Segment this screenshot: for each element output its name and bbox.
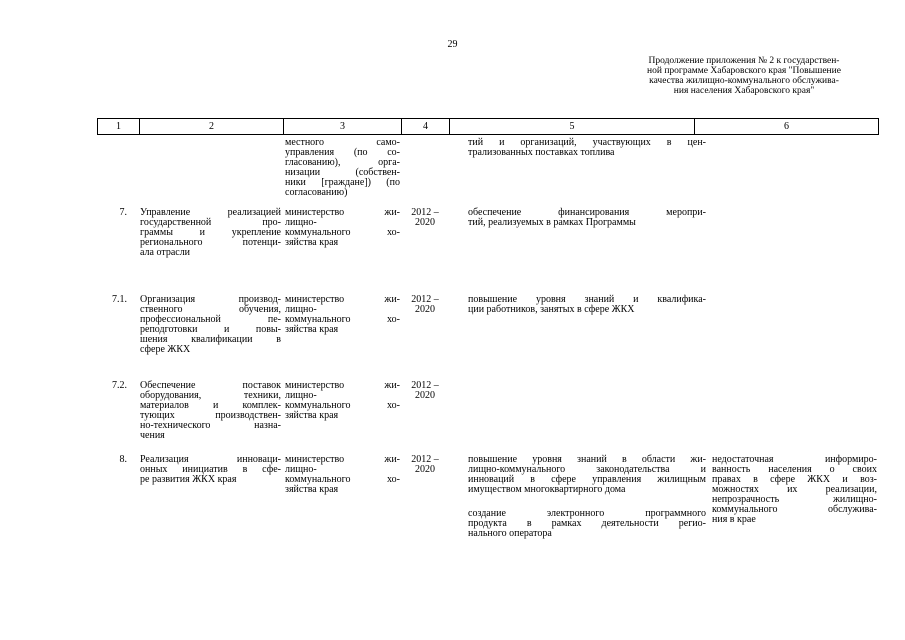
text-line: управления (по со-	[285, 147, 400, 158]
text-line: ванность населения о своих	[712, 464, 877, 475]
column-number-3: 3	[284, 119, 402, 135]
row-number: 7.	[119, 207, 127, 218]
text-line: лищно-	[285, 217, 317, 228]
text-line: министерство жи-	[285, 207, 400, 218]
text-line: тующих производствен-	[140, 410, 281, 421]
annex-note-line: ния населения Хабаровского края"	[673, 86, 815, 96]
text-line: трализованных поставках топлива	[468, 147, 615, 158]
text-line: 2020	[415, 304, 435, 315]
text-line: онных инициатив в сфе-	[140, 464, 281, 475]
carryover-executor	[285, 138, 400, 198]
text-line: обеспечение финансирования меропри-	[468, 207, 706, 218]
text-line: 2020	[415, 217, 435, 228]
text-line: имуществом многоквартирного дома	[468, 484, 626, 495]
text-line: зяйства края	[285, 484, 339, 495]
text-line: Управление реализацией	[140, 207, 281, 218]
text-line: инноваций в сфере управления жилищным	[468, 474, 706, 485]
text-line: Обеспечение поставок	[140, 380, 281, 391]
text-line: но-технического назна-	[140, 420, 281, 431]
text-line: лищно-	[285, 390, 317, 401]
text-line: шения квалификации в	[140, 334, 281, 345]
text-line: коммунального хо-	[285, 227, 400, 238]
column-number-5: 5	[450, 119, 695, 135]
executor	[285, 455, 400, 495]
row-number: 7.2.	[112, 380, 127, 391]
text-line: гласованию), орга-	[285, 157, 400, 168]
text-line: повышение уровня знаний и квалифика-	[468, 294, 706, 305]
measure-name	[140, 455, 281, 485]
text-line: зяйства края	[285, 237, 339, 248]
row-number: 7.1.	[112, 294, 127, 305]
period	[402, 295, 448, 315]
text-line: ники [граждане]) (по	[285, 177, 400, 188]
text-line: низации (собствен-	[285, 167, 400, 178]
text-line: коммунального хо-	[285, 314, 400, 325]
column-number-4: 4	[402, 119, 450, 135]
text-line: профессиональной пе-	[140, 314, 281, 325]
text-line: создание электронного программного	[468, 508, 706, 519]
executor	[285, 381, 400, 421]
period	[402, 381, 448, 401]
consequence	[712, 455, 877, 525]
executor	[285, 208, 400, 248]
text-line: ала отрасли	[140, 247, 191, 258]
text-line: реподготовки и повы-	[140, 324, 281, 335]
expected-result	[468, 295, 706, 315]
text-line: министерство жи-	[285, 454, 400, 465]
annex-note	[600, 55, 888, 95]
text-line: недостаточная информиро-	[712, 454, 877, 465]
expected-result	[468, 208, 706, 228]
column-number-1: 1	[98, 119, 140, 135]
text-line: лищно-	[285, 464, 317, 475]
text-line: ния в крае	[712, 514, 756, 525]
annex-note-line: качества жилищно-коммунального обслужива-	[649, 76, 839, 86]
text-line: непрозрачность жилищно-	[712, 494, 877, 505]
text-line: сфере ЖКХ	[140, 344, 191, 355]
text-line: министерство жи-	[285, 380, 400, 391]
text-line: 2020	[415, 390, 435, 401]
text-line: материалов и комплек-	[140, 400, 281, 411]
text-line: Организация производ-	[140, 294, 281, 305]
text-line: ре развития ЖКХ края	[140, 474, 237, 485]
carryover-result	[468, 138, 706, 158]
measure-name	[140, 295, 281, 355]
executor	[285, 295, 400, 335]
column-number-2: 2	[140, 119, 284, 135]
period	[402, 208, 448, 228]
text-line: местного само-	[285, 137, 400, 148]
annex-note-line: Продолжение приложения № 2 к государствен-	[648, 56, 840, 66]
text-line: зяйства края	[285, 324, 339, 335]
row-number: 8.	[119, 454, 127, 465]
text-line: 2012 –	[411, 380, 439, 391]
text-line: можностях их реализации,	[712, 484, 877, 495]
text-line: 2012 –	[411, 294, 439, 305]
table-header	[97, 118, 879, 135]
text-line: Реализация инноваци-	[140, 454, 281, 465]
expected-result	[468, 455, 706, 495]
text-line: тий, реализуемых в рамках Программы	[468, 217, 636, 228]
period	[402, 455, 448, 475]
text-line: министерство жи-	[285, 294, 400, 305]
text-line: чения	[140, 430, 165, 441]
text-line: коммунального обслужива-	[712, 504, 877, 515]
measure-name	[140, 208, 281, 258]
column-number-6: 6	[695, 119, 879, 135]
measure-name	[140, 381, 281, 441]
text-line: согласованию)	[285, 187, 348, 198]
text-line: 2012 –	[411, 454, 439, 465]
table-header-row	[98, 119, 879, 135]
text-line: правах в сфере ЖКХ и воз-	[712, 474, 877, 485]
text-line: повышение уровня знаний в области жи-	[468, 454, 706, 465]
text-line: лищно-коммунального законодательства и	[468, 464, 706, 475]
text-line: лищно-	[285, 304, 317, 315]
annex-note-line: ной программе Хабаровского края "Повышение	[647, 66, 841, 76]
text-line: коммунального хо-	[285, 474, 400, 485]
text-line: ции работников, занятых в сфере ЖКХ	[468, 304, 635, 315]
text-line: оборудования, техники,	[140, 390, 281, 401]
text-line: ственного обучения,	[140, 304, 281, 315]
text-line: государственной про-	[140, 217, 281, 228]
text-line: регионального потенци-	[140, 237, 281, 248]
text-line: граммы и укрепление	[140, 227, 281, 238]
text-line: продукта в рамках деятельности регио-	[468, 518, 706, 529]
text-line: 2020	[415, 464, 435, 475]
page-number: 29	[447, 39, 458, 50]
expected-result-2	[468, 509, 706, 539]
text-line: нального оператора	[468, 528, 552, 539]
text-line: тий и организаций, участвующих в цен-	[468, 137, 706, 148]
text-line: зяйства края	[285, 410, 339, 421]
text-line: коммунального хо-	[285, 400, 400, 411]
text-line: 2012 –	[411, 207, 439, 218]
